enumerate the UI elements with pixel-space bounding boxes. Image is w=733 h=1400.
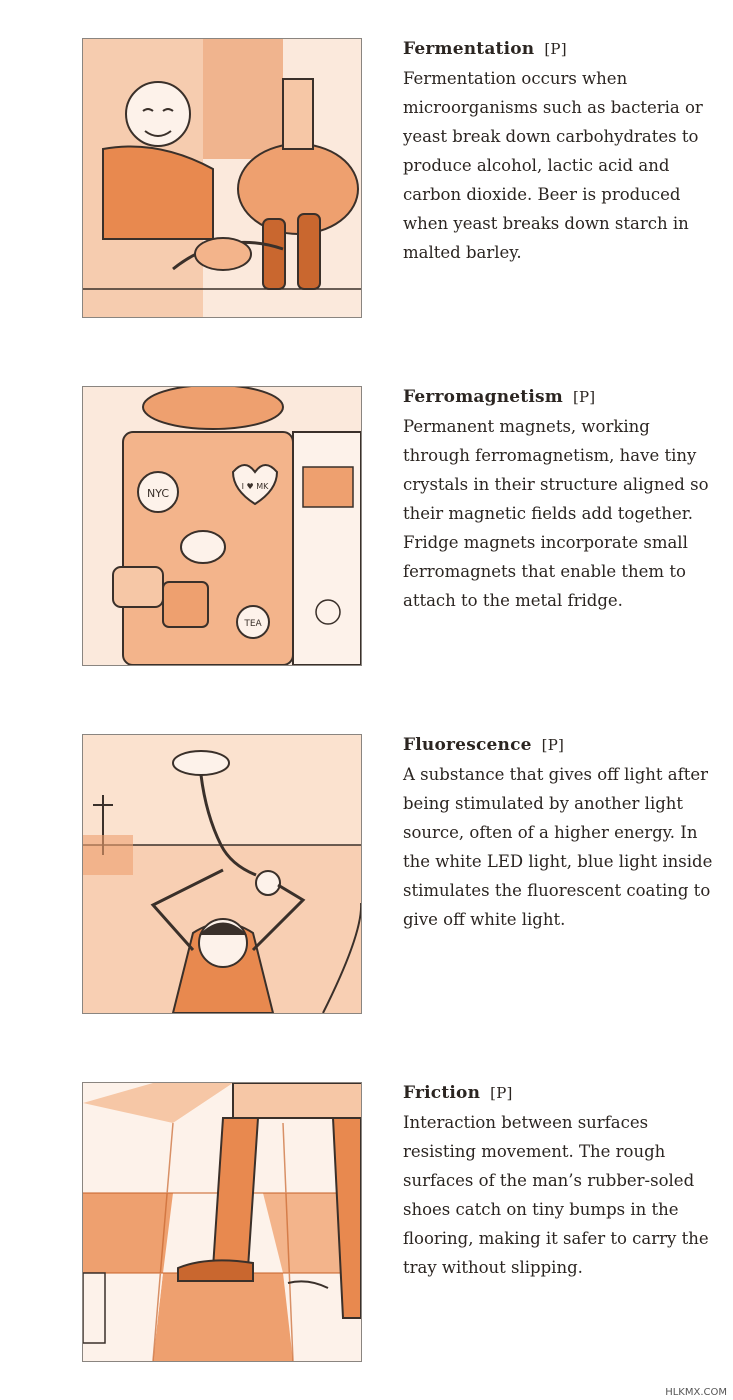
- magnet-tea-label: TEA: [244, 619, 262, 629]
- fluorescence-text: [403, 734, 718, 934]
- entry-term: Ferromagnetism: [403, 387, 563, 407]
- friction-text: [403, 1082, 718, 1282]
- entry-heading: [403, 1082, 718, 1104]
- fluorescence-drawing: [83, 735, 361, 1013]
- entry-heading: [403, 38, 718, 60]
- fermentation-text: [403, 38, 718, 267]
- entry-term: Fluorescence: [403, 735, 532, 755]
- fermentation-illustration: [82, 38, 362, 318]
- entry-definition: Interaction between surfaces resisting movement. The rough surfaces of the man’s rubber-soled shoes catch on tiny bumps in the flooring, making it safer to carry the tray without slipping.: [403, 1113, 709, 1277]
- entry-definition: Permanent magnets, working through ferromagnetism, have tiny crystals in their structure aligned so their magnetic fields add together. Fridge magnets incorporate small ferromagnets that enable them to attach to the metal fridge.: [403, 417, 709, 610]
- entry-fluorescence: [0, 734, 733, 1034]
- entry-tag: [P]: [544, 40, 567, 58]
- ferromagnetism-illustration: [82, 386, 362, 666]
- entry-heading: [403, 386, 718, 408]
- magnet-heart-label: I ♥ MK: [241, 482, 269, 491]
- entry-tag: [P]: [490, 1084, 513, 1102]
- entry-friction: [0, 1082, 733, 1382]
- fermentation-drawing: [83, 39, 361, 317]
- entry-definition: Fermentation occurs when microorganisms such as bacteria or yeast break down carbohydrates to produce alcohol, lactic acid and carbon dioxide. Beer is produced when yeast breaks down starch in malted barley.: [403, 69, 703, 262]
- entry-term: Fermentation: [403, 39, 535, 59]
- magnet-nyc-label: NYC: [146, 487, 170, 500]
- ferromagnetism-drawing: [83, 387, 361, 665]
- entry-ferromagnetism: [0, 386, 733, 686]
- entry-tag: [P]: [541, 736, 565, 754]
- fluorescence-illustration: [82, 734, 362, 1014]
- friction-drawing: [83, 1083, 361, 1361]
- friction-illustration: [82, 1082, 362, 1362]
- entry-heading: [403, 734, 718, 756]
- entry-tag: [P]: [572, 388, 596, 406]
- entry-term: Friction: [403, 1083, 481, 1103]
- watermark: HLKMX.COM: [665, 1387, 727, 1398]
- entry-fermentation: [0, 38, 733, 338]
- entry-definition: A substance that gives off light after being stimulated by another light source, often of a higher energy. In the white LED light, blue light inside stimulates the fluorescent coating to give off white light.: [403, 765, 713, 929]
- ferromagnetism-text: [403, 386, 718, 615]
